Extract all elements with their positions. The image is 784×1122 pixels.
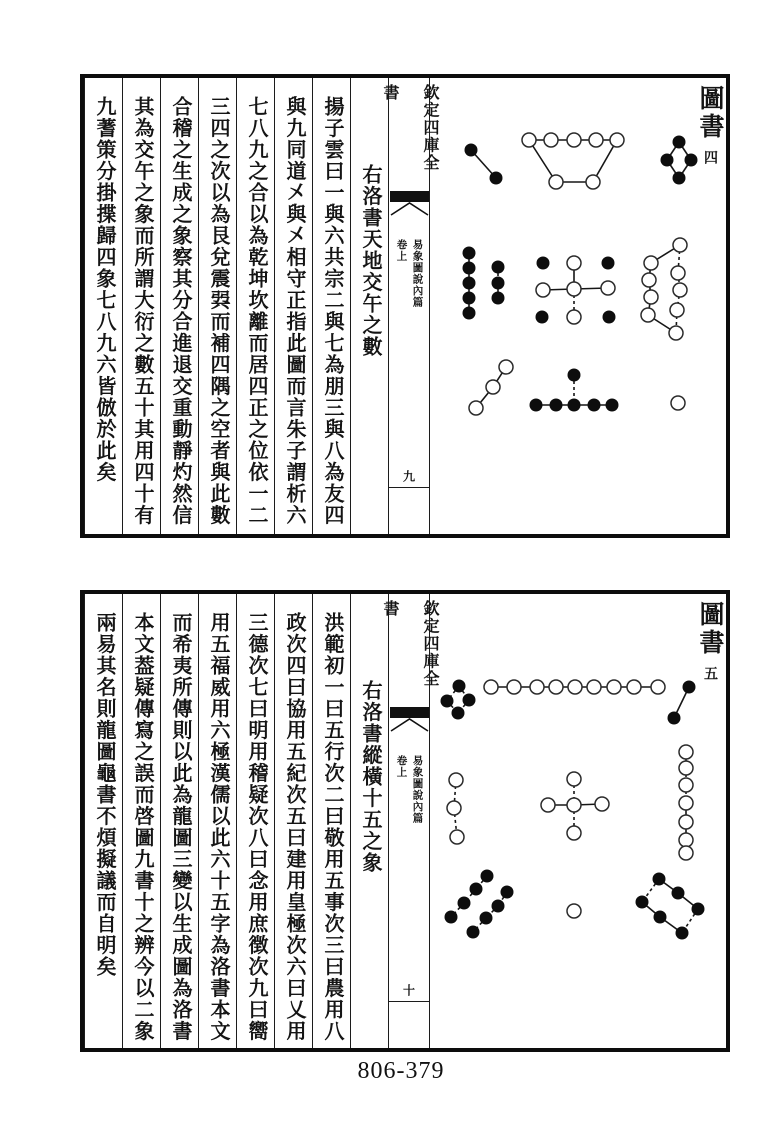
spine-title: 欽定四庫全書 <box>381 600 438 688</box>
luoshu-group-one-circle <box>567 904 581 918</box>
fishtail-icon <box>390 707 429 733</box>
text-column: 揚子雲曰一與六共宗二與七為朋三與八為友四 <box>312 78 350 534</box>
spine-rule <box>389 1001 429 1002</box>
heading-column: 右洛書天地交午之數 <box>350 78 388 534</box>
text-area <box>84 78 388 534</box>
luoshu-group-five-cross <box>541 772 609 840</box>
spine-juan-label: 卷上 <box>395 239 407 262</box>
text-column: 政次四曰協用五紀次五曰建用皇極次六曰乂用 <box>274 594 312 1048</box>
diagram-area <box>431 78 727 534</box>
text-column: 兩易其名則龍圖龜書不煩擬議而自明矣 <box>84 594 122 1048</box>
spine-column <box>381 78 438 534</box>
luoshu-group-two-dots <box>667 681 695 725</box>
text-column: 洪範初一曰五行次二曰敬用五事次三曰農用八 <box>312 594 350 1048</box>
heading-column: 右洛書縱橫十五之象 <box>350 594 388 1048</box>
spine-rule <box>389 487 429 488</box>
luoshu-group-three-circles <box>447 773 464 844</box>
text-area <box>84 594 388 1048</box>
luoshu-group-three-circles <box>469 360 513 415</box>
fishtail-icon <box>390 191 429 217</box>
luoshu-group-four-dots <box>440 680 475 720</box>
luoshu-group-nine-circles <box>484 680 665 694</box>
luoshu-group-two-dots <box>464 144 502 185</box>
luoshu-group-six-dots <box>529 369 618 412</box>
diagram-area <box>431 594 727 1048</box>
text-column: 合稽之生成之象察其分合進退交重動靜灼然信 <box>160 78 198 534</box>
page-frame-bottom <box>80 590 730 1052</box>
spine-book-title: 易象圖說內篇 <box>411 755 423 824</box>
spine-page-number: 九 <box>401 470 416 482</box>
luoshu-group-seven-circles <box>679 745 693 860</box>
corner-label-number: 五 <box>702 666 717 680</box>
spine-column <box>381 594 438 1048</box>
luoshu-group-nine-circles <box>641 238 687 340</box>
text-column: 本文葢疑傳寫之誤而啓圖九書十之辨今以二象 <box>122 594 160 1048</box>
luoshu-group-six-dots <box>635 873 704 940</box>
spine-book-block <box>395 755 424 824</box>
luoshu-diagram <box>431 78 727 534</box>
text-column: 七八九之合以為乾坤坎離而居四正之位依一二 <box>236 78 274 534</box>
luoshu-diagram <box>431 594 727 1048</box>
luoshu-group-seven-circles <box>522 133 624 189</box>
spine-book-block <box>395 239 424 308</box>
luoshu-group-eight-dots <box>444 870 513 939</box>
corner-label <box>691 601 725 680</box>
text-column: 其為交午之象而所謂大衍之數五十其用四十有 <box>122 78 160 534</box>
corner-label-number: 四 <box>702 150 717 164</box>
text-column: 與九同道㐅與㐅相守正指此圖而言朱子謂析六 <box>274 78 312 534</box>
luoshu-group-eight-dots <box>462 247 504 320</box>
spine-page-number: 十 <box>401 984 416 996</box>
corner-label-text: 圖書 <box>696 601 723 657</box>
footer-page-number: 806-379 <box>357 1058 445 1084</box>
text-column: 三德次七曰明用稽疑次八曰念用庶徴次九曰嚮 <box>236 594 274 1048</box>
corner-label <box>691 85 725 164</box>
luoshu-group-one-circle <box>671 396 685 410</box>
spine-title: 欽定四庫全書 <box>381 84 438 172</box>
text-column: 而希夷所傳則以此為龍圖三變以生成圖為洛書 <box>160 594 198 1048</box>
spine-juan-label: 卷上 <box>395 755 407 778</box>
page-frame-top <box>80 74 730 538</box>
spine-book-title: 易象圖說內篇 <box>411 239 423 308</box>
text-column: 用五福威用六極漢儒以此六十五字為洛書本文 <box>198 594 236 1048</box>
text-column: 三四之次以為艮兌震㢲而補四隅之空者與此數 <box>198 78 236 534</box>
corner-label-text: 圖書 <box>696 85 723 141</box>
text-column: 九蓍策分掛揲歸四象七八九六皆倣於此矣 <box>84 78 122 534</box>
